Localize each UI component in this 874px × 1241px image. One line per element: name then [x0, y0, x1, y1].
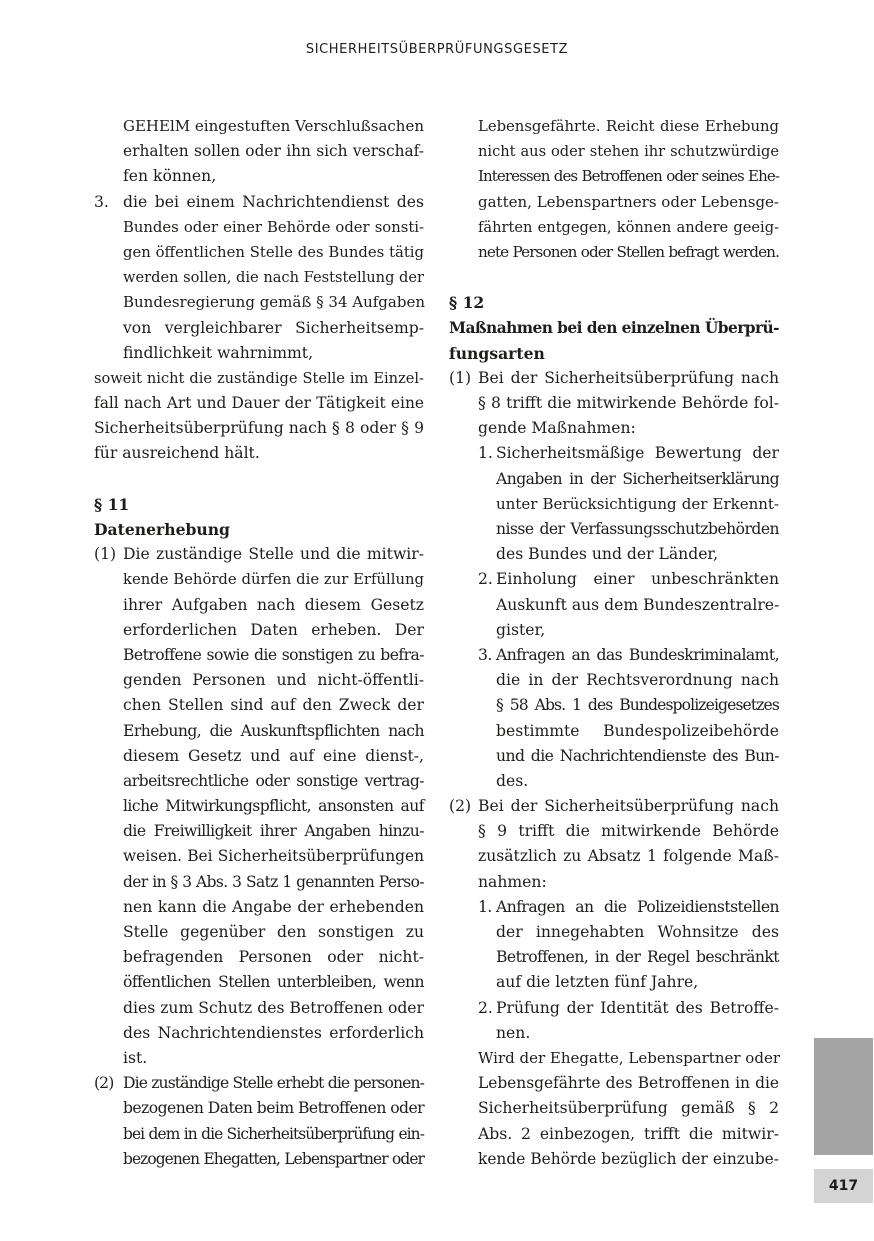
text-line: arbeitsrechtliche oder sonstige vertrag- [123, 771, 424, 790]
text-line: nicht aus oder stehen ihr schutzwürdige [478, 143, 779, 161]
text-line: Sicherheitsüberprüfung gemäß § 2 [478, 1099, 779, 1118]
text-line: Anfragen an die Polizeidienststellen [496, 897, 779, 916]
text-line: genden Personen und nicht-öffentli- [123, 671, 424, 690]
list-marker: 1. [478, 444, 493, 463]
text-line: des Nachrichtendienstes erforderlich [123, 1023, 424, 1042]
text-line: bezogenen Ehegatten, Lebenspartner oder [123, 1149, 424, 1168]
text-line: nen. [496, 1023, 531, 1042]
text-line: Stelle gegenüber den sonstigen zu [123, 923, 424, 941]
paragraph-marker: (2) [94, 1074, 114, 1093]
section-number-11: § 11 [94, 494, 130, 514]
list-marker: 2. [478, 998, 493, 1017]
text-line: unter Berücksichtigung der Erkennt- [496, 494, 779, 513]
text-line: chen Stellen sind auf den Zweck der [123, 696, 424, 715]
text-line: fall nach Art und Dauer der Tätigkeit eine [94, 394, 424, 413]
text-line: Sicherheitsmäßige Bewertung der [496, 444, 779, 463]
list-marker: 3. [94, 192, 109, 211]
text-line: gende Maßnahmen: [478, 419, 636, 438]
thumb-index-tab [814, 1038, 873, 1155]
text-line: nahmen: [478, 872, 547, 891]
text-line: die bei einem Nachrichtendienst des [123, 192, 424, 211]
text-line: Interessen des Betroffenen oder seines Ehe- [478, 167, 779, 186]
text-line: der in § 3 Abs. 3 Satz 1 genannten Perso- [123, 872, 424, 891]
text-line: Lebensgefährte. Reicht diese Erhebung [478, 118, 779, 135]
text-line: Bundesregierung gemäß § 34 Aufgaben [123, 293, 425, 312]
text-line: die in der Rechtsverordnung nach [496, 671, 779, 690]
text-line: für ausreichend hält. [94, 444, 260, 463]
paragraph-marker: (1) [449, 368, 472, 387]
text-line: nete Personen oder Stellen befragt werden. [478, 242, 779, 261]
text-line: Die zuständige Stelle erhebt die personen- [123, 1074, 424, 1093]
running-header-title: SICHERHEITSÜBERPRÜFUNGSGESETZ [305, 42, 569, 57]
text-line: soweit nicht die zuständige Stelle im Einzel- [94, 369, 424, 387]
text-line: von vergleichbarer Sicherheitsemp- [123, 318, 424, 337]
text-line: Bei der Sicherheitsüberprüfung nach [478, 797, 779, 816]
text-line: fährten entgegen, können andere geeig- [478, 218, 779, 236]
text-line: Wird der Ehegatte, Lebenspartner oder [478, 1048, 780, 1067]
text-line: weisen. Bei Sicherheitsüberprüfungen [123, 847, 424, 866]
list-item-2 [449, 567, 779, 592]
text-line: Bei der Sicherheitsüberprüfung nach [478, 368, 779, 387]
paragraph-marker: (2) [449, 797, 472, 816]
page-number: 417 [814, 1169, 873, 1203]
text-line: § 8 trifft die mitwirkende Behörde fol- [478, 394, 779, 413]
text-line: des. [496, 771, 529, 790]
text-line: zusätzlich zu Absatz 1 folgende Maß- [478, 847, 779, 866]
text-line: öffentlichen Stellen unterbleiben, wenn [123, 973, 424, 992]
text-line: liche Mitwirkungspflicht, ansonsten auf [123, 797, 424, 816]
list-item-2 [449, 996, 779, 1021]
text-line: werden sollen, die nach Feststellung der [123, 269, 425, 287]
text-line: Erhebung, die Auskunftspflichten nach [123, 721, 424, 740]
text-line: Abs. 2 einbezogen, trifft die mitwir- [478, 1124, 779, 1143]
text-line: erhalten sollen oder ihn sich verschaf- [123, 142, 424, 161]
text-line: die Freiwilligkeit ihrer Angaben hinzu- [123, 822, 424, 841]
text-line: Die zuständige Stelle und die mitwir- [123, 545, 424, 564]
text-line: Lebensgefährte des Betroffenen in die [478, 1074, 779, 1093]
text-line: bei dem in die Sicherheitsüberprüfung ein- [123, 1124, 424, 1143]
text-line: findlichkeit wahrnimmt, [123, 343, 314, 362]
section-title-12: Maßnahmen bei den einzelnen Überprü- [449, 318, 780, 337]
text-line: erforderlichen Daten erheben. Der [123, 620, 424, 639]
text-line: und die Nachrichtendienste des Bun- [496, 746, 779, 765]
paragraph-abs-2 [94, 1071, 424, 1096]
text-line: dies zum Schutz des Betroffenen oder [123, 998, 424, 1017]
text-line: § 9 trifft die mitwirkende Behörde [478, 822, 779, 841]
paragraph-abs-1 [94, 542, 424, 567]
list-item-3 [449, 643, 779, 668]
text-line: § 58 Abs. 1 des Bundespolizeigesetzes [496, 696, 779, 715]
list-marker: 3. [478, 645, 492, 664]
section-title-12-cont: fungsarten [449, 343, 545, 363]
text-line: GEHElM eingestuften Verschlußsachen [123, 117, 424, 135]
text-line: Bundes oder einer Behörde oder sonsti- [123, 218, 424, 236]
text-line: bezogenen Daten beim Betroffenen oder [123, 1099, 425, 1118]
text-line: befragenden Personen oder nicht- [123, 948, 424, 967]
text-line: diesem Gesetz und auf eine dienst-, [123, 746, 424, 765]
text-line: Angaben in der Sicherheitserklärung [496, 469, 779, 488]
text-line: nen kann die Angabe der erhebenden [123, 897, 424, 916]
text-line: kende Behörde bezüglich der einzube- [478, 1149, 779, 1168]
paragraph-abs-1 [449, 366, 779, 391]
text-line: ist. [123, 1048, 148, 1067]
text-line: Anfragen an das Bundeskriminalamt, [496, 645, 779, 664]
text-line: Sicherheitsüberprüfung nach § 8 oder § 9 [94, 419, 424, 438]
list-marker: 2. [478, 570, 493, 589]
list-item-1 [449, 895, 779, 920]
text-line: gister, [496, 620, 546, 639]
text-line: gatten, Lebenspartners oder Lebensge- [478, 192, 779, 211]
list-item-1 [449, 441, 779, 466]
paragraph-marker: (1) [94, 545, 117, 564]
section-title-11: Datenerhebung [94, 520, 230, 539]
text-line: ihrer Aufgaben nach diesem Gesetz [123, 595, 424, 614]
text-line: Auskunft aus dem Bundeszentralre- [496, 595, 780, 614]
text-line: fen können, [123, 167, 217, 186]
text-line: auf die letzten fünf Jahre, [496, 973, 699, 992]
text-line: Betroffenen, in der Regel beschränkt [496, 948, 779, 967]
text-line: nisse der Verfassungsschutzbehörden [496, 520, 779, 538]
text-line: Prüfung der Identität des Betroffe- [496, 998, 779, 1017]
text-line: gen öffentlichen Stelle des Bundes tätig [123, 243, 424, 261]
left-column [94, 114, 424, 1172]
text-line: kende Behörde dürfen die zur Erfüllung [123, 571, 424, 589]
text-line: bestimmte Bundespolizeibehörde [496, 721, 779, 740]
text-line: der innegehabten Wohnsitze des [496, 923, 779, 941]
list-marker: 1. [478, 897, 492, 916]
list-item-3 [94, 190, 424, 215]
paragraph-abs-2 [449, 794, 779, 819]
text-line: Betroffene sowie die sonstigen zu befra- [123, 645, 424, 664]
text-line: des Bundes und der Länder, [496, 545, 719, 564]
section-number-12: § 12 [449, 293, 485, 313]
right-column [449, 114, 779, 1172]
text-line: Einholung einer unbeschränkten [496, 570, 779, 589]
